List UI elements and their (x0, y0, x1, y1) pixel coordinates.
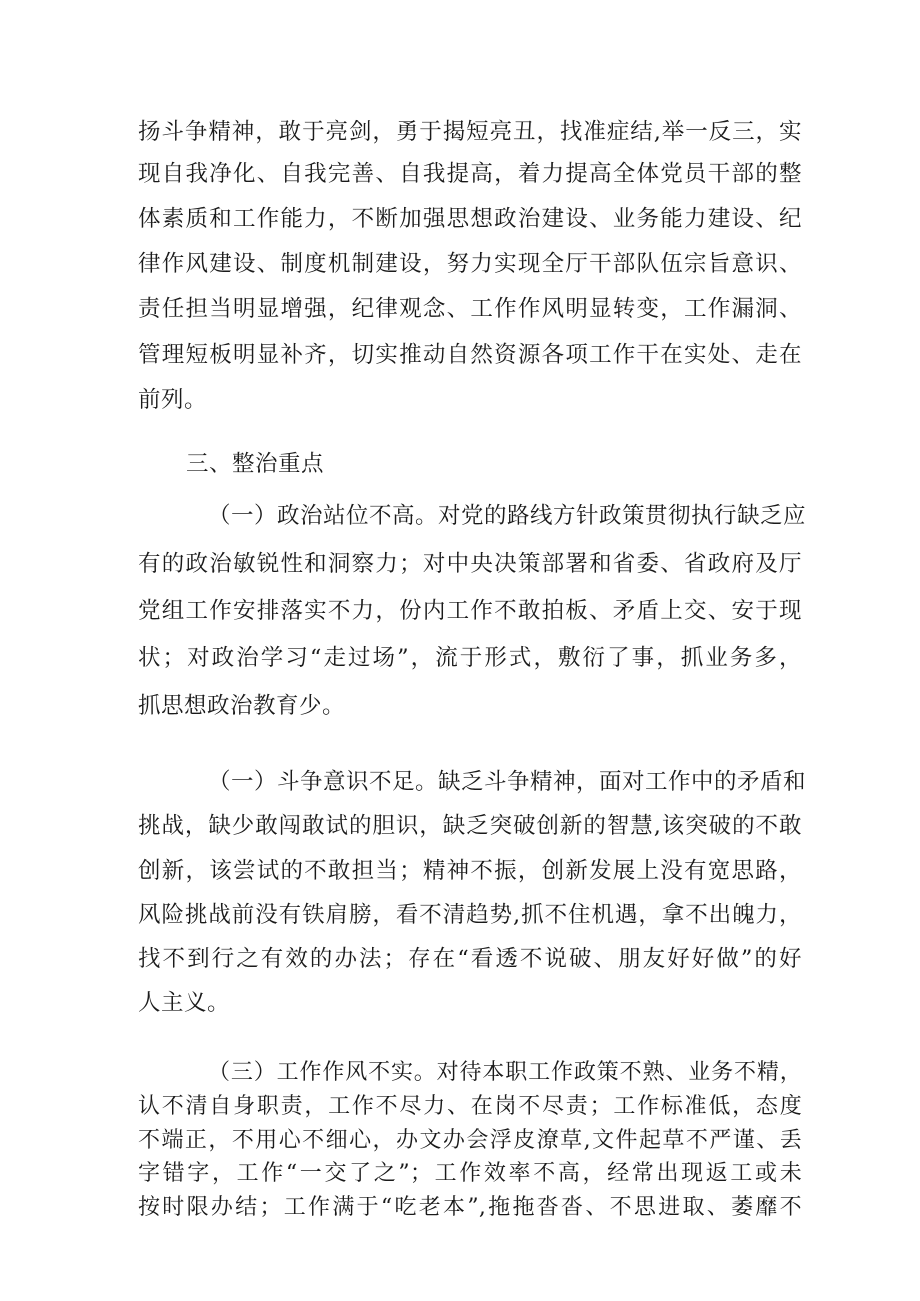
text-line: 不端正，不用心不细心，办文办会浮皮潦草,文件起草不严谨、丢 (138, 1128, 802, 1153)
text-line: （一）斗争意识不足。缺乏斗争精神，面对工作中的矛盾和 (208, 769, 807, 795)
text-line: 字错字，工作“一交了之”；工作效率不高，经常出现返工或未 (138, 1161, 802, 1186)
text-line: 抓思想政治教育少。 (138, 693, 346, 719)
section-heading: 三、整治重点 (186, 451, 325, 477)
text-line: 状；对政治学习“走过场”，流于形式，敷衍了事，抓业务多， (138, 645, 802, 671)
text-line: 认不清自身职责，工作不尽力、在岗不尽责；工作标准低，态度 (138, 1094, 802, 1119)
text-line: 前列。 (138, 387, 208, 413)
text-line: 责任担当明显增强，纪律观念、工作作风明显转变，工作漏洞、 (138, 296, 802, 322)
text-line: 律作风建设、制度机制建设，努力实现全厅干部队伍宗旨意识、 (138, 251, 802, 277)
text-line: 按时限办结；工作满于“吃老本”,拖拖沓沓、不思进取、萎靡不 (138, 1195, 802, 1220)
text-line: 有的政治敏锐性和洞察力；对中央决策部署和省委、省政府及厅 (138, 551, 802, 577)
text-line: 人主义。 (138, 990, 231, 1016)
text-line: 找不到行之有效的办法；存在“看透不说破、朋友好好做”的好 (138, 946, 802, 972)
text-line: 现自我净化、自我完善、自我提高，着力提高全体党员干部的整 (138, 161, 802, 187)
text-line: 挑战，缺少敢闯敢试的胆识，缺乏突破创新的智慧,该突破的不敢 (138, 813, 802, 839)
text-line: （一）政治站位不高。对党的路线方针政策贯彻执行缺乏应 (208, 503, 807, 529)
text-line: 风险挑战前没有铁肩膀，看不清趋势,抓不住机遇，拿不出魄力， (138, 902, 802, 928)
text-line: 体素质和工作能力，不断加强思想政治建设、业务能力建设、纪 (138, 206, 802, 232)
text-line: 创新，该尝试的不敢担当；精神不振，创新发展上没有宽思路， (138, 858, 802, 884)
text-line: 管理短板明显补齐，切实推动自然资源各项工作干在实处、走在 (138, 342, 802, 368)
text-line: 党组工作安排落实不力，份内工作不敢拍板、矛盾上交、安于现 (138, 598, 802, 624)
text-line: 扬斗争精神，敢于亮剑，勇于揭短亮丑，找准症结,举一反三，实 (138, 119, 802, 145)
text-line: （三）工作作风不实。对待本职工作政策不熟、业务不精， (208, 1060, 802, 1085)
